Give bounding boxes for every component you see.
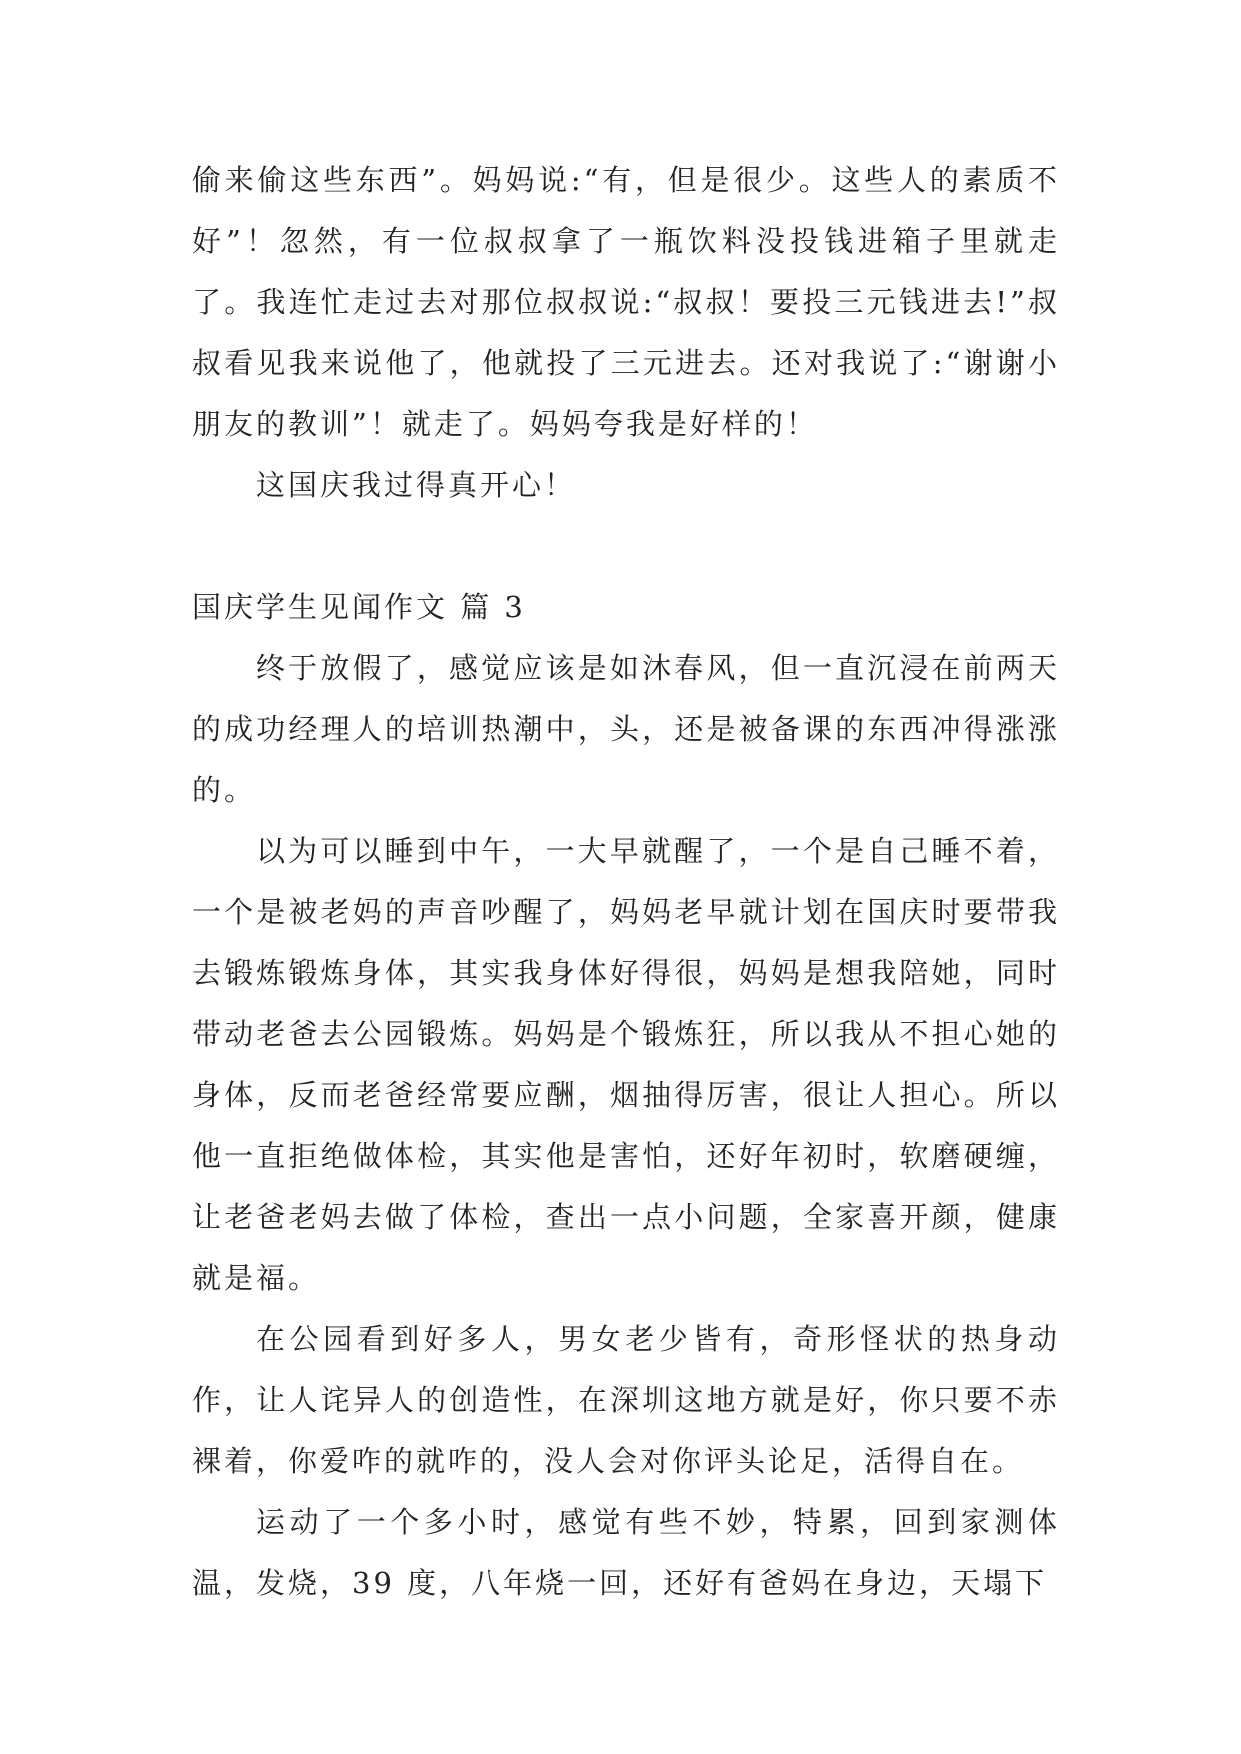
continuation-paragraph: 偷来偷这些东西”。妈妈说:“有，但是很少。这些人的素质不好”！忽然，有一位叔叔拿了一瓶饮料没投钱进箱子里就走了。我连忙走过去对那位叔叔说:“叔叔！要投三元钱进去!”叔叔看见我来说他了，他就投了三元进去。还对我说了:“谢谢小朋友的教训”！就走了。妈妈夸我是好样的！ [192,163,1060,441]
closing-paragraph: 这国庆我过得真开心！ [256,468,577,502]
paragraph-3: 在公园看到好多人，男女老少皆有，奇形怪状的热身动作，让人诧异人的创造性，在深圳这地方就是好，你只要不赤裸着，你爱咋的就咋的，没人会对你评头论足，活得自在。 [192,1322,1060,1478]
document-body [192,150,1060,1614]
paragraph-1: 终于放假了，感觉应该是如沐春风，但一直沉浸在前两天的成功经理人的培训热潮中，头，还是被备课的东西冲得涨涨的。 [192,651,1060,807]
paragraph-2: 以为可以睡到中午，一大早就醒了，一个是自己睡不着，一个是被老妈的声音吵醒了，妈妈老早就计划在国庆时要带我去锻炼锻炼身体，其实我身体好得很，妈妈是想我陪她，同时带动老爸去公园锻炼。妈妈是个锻炼狂，所以我从不担心她的身体，反而老爸经常要应酬，烟抽得厉害，很让人担心。所以他一直拒绝做体检，其实他是害怕，还好年初时，软磨硬缠，让老爸老妈去做了体检，查出一点小问题，全家喜开颜，健康就是福。 [192,834,1060,1295]
paragraph-4: 运动了一个多小时，感觉有些不妙，特累，回到家测体温，发烧，39 度，八年烧一回，还好有爸妈在身边，天塌下 [192,1505,1060,1600]
section-title: 国庆学生见闻作文 篇 3 [192,590,526,624]
